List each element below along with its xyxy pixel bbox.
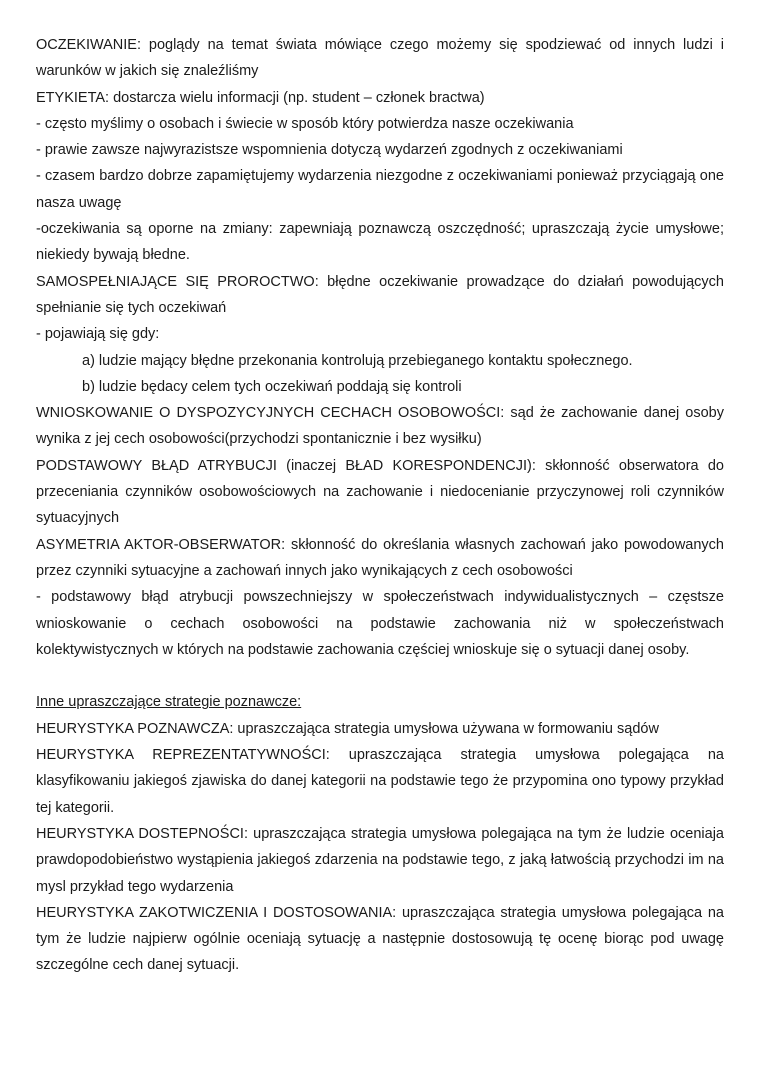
paragraph-heurystyka-reprezentatywnosci: HEURYSTYKA REPREZENTATYWNOŚCI: upraszczająca strategia umysłowa polegająca na klasyfikowaniu jakiegoś zjawiska do danej kategorii na podstawie tego że przypomina ono typowy przykład tej kategorii. xyxy=(36,747,724,816)
paragraph-wnioskowanie: WNIOSKOWANIE O DYSPOZYCYJNYCH CECHACH OSOBOWOŚCI: sąd że zachowanie danej osoby wynika z jej cech osobowości(przychodzi spontanicznie i bez wysiłku) xyxy=(36,405,724,448)
list-item-a: a) ludzie mający błędne przekonania kontrolują przebieganego kontaktu społecznego. xyxy=(82,352,633,369)
list-item-b: b) ludzie będacy celem tych oczekiwań poddają się kontroli xyxy=(82,378,462,395)
paragraph-etykieta: ETYKIETA: dostarcza wielu informacji (np. student – członek bractwa) xyxy=(36,89,485,106)
paragraph-bullet-oporne: -oczekiwania są oporne na zmiany: zapewniają poznawczą oszczędność; upraszczają życie umysłowe; niekiedy bywają błedne. xyxy=(36,221,724,264)
section-heading: Inne upraszczające strategie poznawcze: xyxy=(36,694,302,711)
paragraph-pojawiaja: - pojawiają się gdy: xyxy=(36,326,160,343)
paragraph-proroctwo: SAMOSPEŁNIAJĄCE SIĘ PROROCTWO: błędne oczekiwanie prowadzące do działań powodujących spełnianie się tych oczekiwań xyxy=(36,273,724,316)
paragraph-bullet-spoleczenstwa: - podstawowy błąd atrybucji powszechniejszy w społeczeństwach indywidualistycznych – częstsze wnioskowanie o cechach osobowości na podstawie zachowania niż w społeczeństwach kolektywistycznych w których na podstawie zachowania częściej wnioskuje się o sytuacji danej osoby. xyxy=(36,589,724,658)
paragraph-bullet-wspomnienia: - prawie zawsze najwyrazistsze wspomnienia dotyczą wydarzeń zgodnych z oczekiwaniami xyxy=(36,142,623,159)
paragraph-heurystyka-dostepnosci: HEURYSTYKA DOSTEPNOŚCI: upraszczająca strategia umysłowa polegająca na tym że ludzie oceniaja prawdopodobieństwo wystąpienia jakiegoś zdarzenia na podstawie tego, z jaką łatwością przychodzi im na mysl przykład tego wydarzenia xyxy=(36,825,724,895)
document-page xyxy=(36,32,724,979)
spacer xyxy=(36,663,724,689)
paragraph-heurystyka-poznawcza: HEURYSTYKA POZNAWCZA: upraszczająca strategia umysłowa używana w formowaniu sądów xyxy=(36,720,659,737)
paragraph-blad-atrybucji: PODSTAWOWY BŁĄD ATRYBUCJI (inaczej BŁAD KORESPONDENCJI): skłonność obserwatora do przeceniania czynników osobowościowych na zachowanie i niedocenianie przyczynowej roli czynników sytuacyjnych xyxy=(36,457,724,527)
paragraph-heurystyka-zakotwiczenia: HEURYSTYKA ZAKOTWICZENIA I DOSTOSOWANIA: upraszczająca strategia umysłowa polegająca na tym że ludzie najpierw ogólnie oceniają sytuację a następnie dostosowują tę ocenę biorąc pod uwagę szczególne cech danej sytuacji. xyxy=(36,904,724,974)
paragraph-oczekiwanie: OCZEKIWANIE: poglądy na temat świata mówiące czego możemy się spodziewać od innych ludzi i warunków w jakich się znaleźliśmy xyxy=(36,37,724,80)
paragraph-bullet-niezgodne: - czasem bardzo dobrze zapamiętujemy wydarzenia niezgodne z oczekiwaniami ponieważ przyciągają one nasza uwagę xyxy=(36,168,724,211)
paragraph-bullet-potwierdza: - często myślimy o osobach i świecie w sposób który potwierdza nasze oczekiwania xyxy=(36,115,574,132)
paragraph-asymetria: ASYMETRIA AKTOR-OBSERWATOR: skłonność do określania własnych zachowań jako powodowanych przez czynniki sytuacyjne a zachowań innych jako wynikających z cech osobowości xyxy=(36,536,724,579)
